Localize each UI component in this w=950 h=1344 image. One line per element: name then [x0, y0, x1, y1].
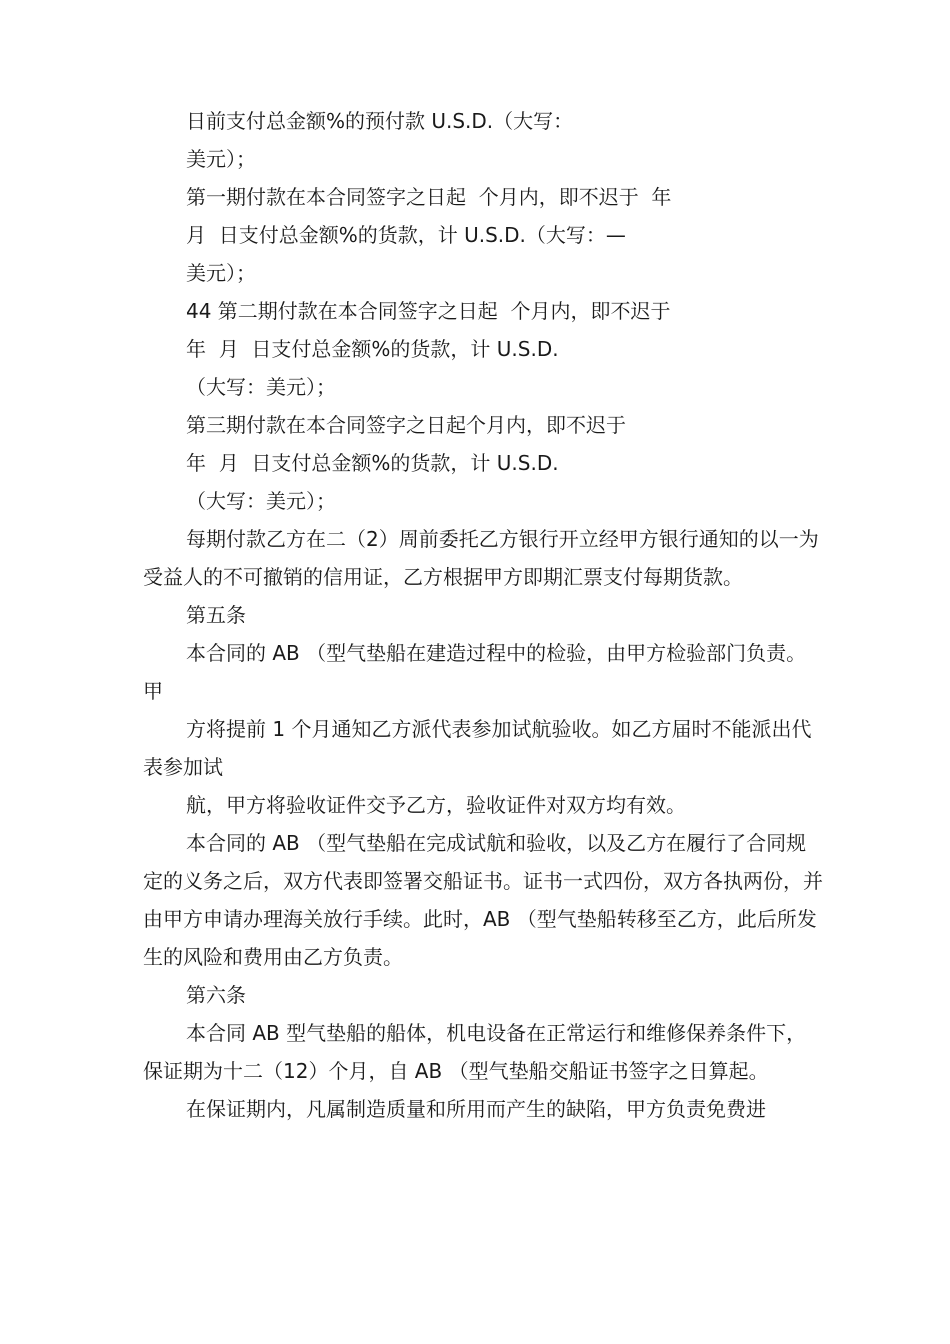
- payment-line-4: 月 日支付总金额%的货款，计 U.S.D.（大写：—: [186, 223, 626, 247]
- payment-line-7: 年 月 日支付总金额%的货款，计 U.S.D.: [186, 337, 559, 361]
- article-5-heading: 第五条: [186, 603, 246, 627]
- paragraph-warranty: 本合同 AB 型气垫船的船体，机电设备在正常运行和维修保养条件下，保证期为十二（12）个月，自 AB （型气垫船交船证书签字之日算起。: [143, 1021, 807, 1083]
- paragraph-defects: 在保证期内，凡属制造质量和所用而产生的缺陷，甲方负责免费进: [186, 1097, 766, 1121]
- article-6-heading: 第六条: [186, 983, 246, 1007]
- payment-line-3: 第一期付款在本合同签字之日起 个月内，即不迟于 年: [186, 185, 672, 209]
- payment-line-6: 44 第二期付款在本合同签字之日起 个月内，即不迟于: [186, 299, 671, 323]
- payment-line-5: 美元）；: [186, 261, 256, 285]
- payment-line-9: 第三期付款在本合同签字之日起个月内，即不迟于: [186, 413, 626, 437]
- document-body: [143, 102, 823, 1124]
- paragraph-trial-cert: 航，甲方将验收证件交予乙方，验收证件对双方均有效。: [186, 793, 686, 817]
- payment-line-2: 美元）；: [186, 147, 256, 171]
- payment-line-8: （大写：美元）；: [186, 375, 336, 399]
- payment-line-10: 年 月 日支付总金额%的货款，计 U.S.D.: [186, 451, 559, 475]
- payment-line-1: 日前支付总金额%的预付款 U.S.D.（大写：: [186, 109, 574, 133]
- paragraph-inspection: 本合同的 AB （型气垫船在建造过程中的检验，由甲方检验部门负责。甲: [143, 641, 807, 703]
- paragraph-trial-notice: 方将提前 1 个月通知乙方派代表参加试航验收。如乙方届时不能派出代表参加试: [143, 717, 812, 779]
- paragraph-payment-lc: 每期付款乙方在二（2）周前委托乙方银行开立经甲方银行通知的以一为受益人的不可撤销的信用证，乙方根据甲方即期汇票支付每期货款。: [143, 527, 819, 589]
- payment-line-11: （大写：美元）；: [186, 489, 336, 513]
- paragraph-delivery: 本合同的 AB （型气垫船在完成试航和验收，以及乙方在履行了合同规定的义务之后，双方代表即签署交船证书。证书一式四份，双方各执两份，并由甲方申请办理海关放行手续。此时，AB （型气垫船转移至乙方，此后所发生的风险和费用由乙方负责。: [143, 831, 823, 969]
